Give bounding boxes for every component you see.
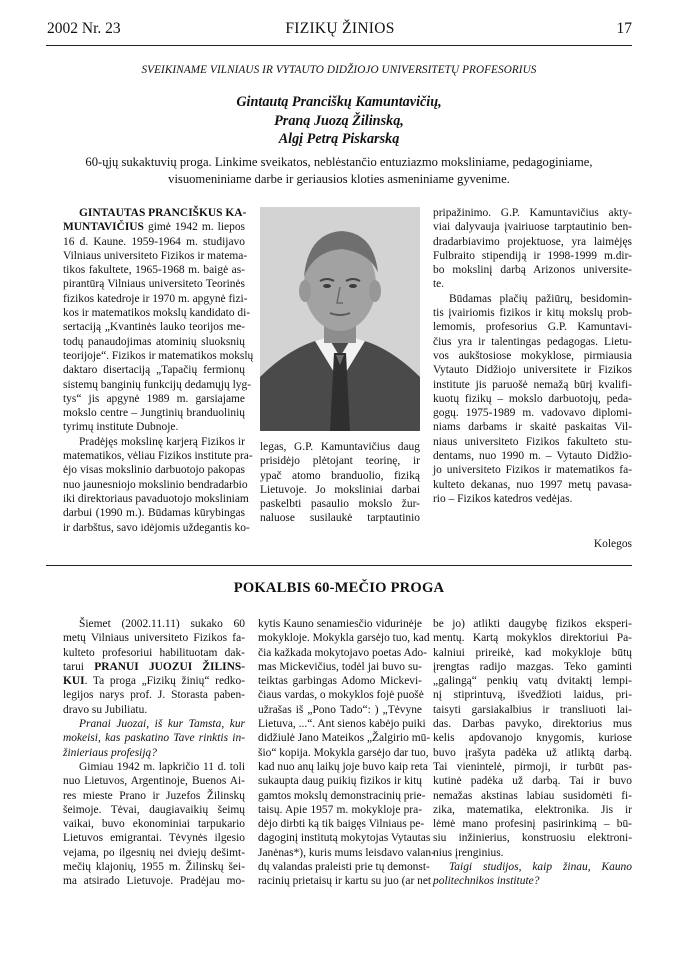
text-line (433, 774, 632, 788)
text-line (63, 220, 245, 234)
text: sistemų banginių funkcijų dedamųjų lyg- (63, 378, 252, 391)
text-line (63, 249, 248, 263)
text-line (63, 206, 245, 220)
text: daktaro disertaciją „Tapačių fermionų (63, 364, 245, 377)
greeting-line: visuomeniniame darbe ir geriausios kloties asmeniniame gyvenime. (168, 172, 510, 186)
text: tikos fakultete, 1965-1968 m. baigė as- (63, 264, 245, 277)
text-line (433, 874, 632, 888)
text: bo mokslinį darbą Arizonos universite- (433, 264, 632, 277)
interview-title: POKALBIS 60-MEČIO PROGA (233, 580, 445, 596)
bold-text: GINTAUTAS PRANCIŠKUS KA- (79, 207, 247, 219)
text-line (258, 646, 427, 660)
text: buvo įrašyta padėka už atliktą darbą. (433, 746, 632, 759)
text-line (433, 646, 632, 660)
text-line (63, 420, 245, 434)
text: Janėnas*), kuris mums leisdavo valan- (258, 846, 435, 859)
text-line (63, 320, 245, 334)
text: Gimiau 1942 m. lapkričio 11 d. toli (79, 760, 245, 773)
text: be jo) atlikti daugybę fizikos eksperi- (433, 618, 632, 630)
interview-column-3 (433, 617, 632, 889)
text: taisų. Apie 1957 m. mokykloje pra- (258, 803, 422, 816)
interview-column-2 (258, 617, 435, 889)
text: įrengtas radijo mazgas. Teko gaminti (433, 660, 632, 673)
text-line (63, 717, 245, 731)
text-line (260, 469, 420, 483)
text: Taigi studijos, kaip žinau, Kauno (449, 861, 632, 874)
text-line (63, 789, 245, 803)
text: užrašas iš „Pono Tado“: ) „Tėvyne (258, 703, 422, 716)
text-line (63, 760, 245, 774)
text-line (258, 789, 426, 803)
text-line (258, 846, 435, 860)
text-line (433, 263, 632, 277)
text: gogų. 1975-1989 m. vadovavo diplomi- (433, 407, 632, 420)
text: dravo su Jubiliatu. (63, 703, 148, 716)
bio-column-2 (260, 440, 420, 526)
text-line (258, 660, 422, 674)
text-line (433, 860, 632, 874)
text: siu inžinierius, konstruosiu elektroni- (433, 832, 632, 845)
text: teorijoje“. Fizikos ir matematikos mokslų (63, 349, 254, 362)
text: vaikai, buvo ekonominiai tarpukario (63, 818, 245, 831)
text: paskelbti pasaulio mokslo žur- (260, 498, 420, 511)
text: kalniui prireikė, kad mokykloje būtų (433, 646, 632, 659)
text-line (63, 463, 245, 477)
text-line (433, 703, 632, 717)
text: tyrimų institute Dubnoje. (63, 421, 179, 434)
text: kutinė padėka už darbą. Tai ir buvo (433, 775, 632, 788)
text: dagoginį institutą mokytojas Vytautas (258, 832, 431, 845)
text-line (433, 277, 632, 291)
text-line (433, 463, 632, 477)
text: nuo jaunesniojo mokslinio bendradarbio (63, 478, 248, 491)
text-line (433, 660, 632, 674)
text: Vilniaus universiteto Fizikos ir matema- (63, 249, 248, 262)
text-line (258, 803, 422, 817)
text-line (63, 521, 250, 535)
text: 16 d. Kaune. 1959-1964 m. studijavo (63, 235, 245, 248)
text-line (63, 688, 245, 702)
text: zika, matematika, elektronika. Jis ir (433, 803, 632, 816)
text-line (260, 483, 420, 497)
text-line (433, 249, 632, 263)
text-line (433, 406, 632, 420)
journal-title: FIZIKŲ ŽINIOS (285, 20, 395, 37)
text-line (63, 860, 245, 874)
text: legijos narys prof. J. Storasta paben- (63, 689, 245, 702)
bio-column-3 (433, 206, 632, 506)
text: Šiemet (2002.11.11) sukako 60 (79, 618, 245, 630)
text-line (258, 674, 422, 688)
text: racinių prietaisų ir kartu su juo (ar net (258, 875, 432, 888)
text-line (433, 731, 632, 745)
text-line (433, 631, 632, 645)
text-line (433, 817, 632, 831)
text: mas Mickevičius, todėl jai buvo su- (258, 660, 422, 673)
text: darbui (1990 m.). Būdamas kūrybingas (63, 507, 245, 520)
text-line (63, 478, 248, 492)
text-line (63, 674, 245, 688)
text-line (260, 497, 420, 511)
text-line (63, 617, 245, 631)
text: kelis apdovanojo knygomis, kuriose (433, 732, 632, 745)
text: institute jis paruošė nemažą būrį kvalifi- (433, 378, 632, 391)
text-line (63, 378, 252, 392)
text-line (433, 435, 632, 449)
text: te. (433, 278, 445, 291)
text-line (433, 220, 632, 234)
text: rio – Fizikos katedros vedėjas. (433, 492, 573, 505)
text: mentų. Kartą mokyklos direktoriui Pa- (433, 632, 632, 645)
text-line (63, 774, 245, 788)
portrait-photo (260, 207, 420, 431)
text: čiaus vardas, o mokyklos fojė puošė (258, 689, 424, 702)
text: matematikos, vėliau Fizikos institute pra- (63, 450, 253, 463)
text-line (433, 846, 632, 860)
text: čius yra ir talentingas pedagogas. Lietu- (433, 335, 632, 348)
text: tarui (63, 660, 95, 673)
text: vejama, po ilgesnių nei dviejų dešimt- (63, 846, 245, 859)
text: Vytauto Didžiojo universitete ir Fizikos (433, 364, 632, 377)
text-line (433, 320, 632, 334)
text: kuotų fizikų – mokslo darbuotojų, peda- (433, 392, 632, 405)
text-line (63, 263, 245, 277)
text: sukaupta daug puikių fizikos ir kitų (258, 775, 422, 788)
bio-column-1 (63, 206, 254, 535)
text: kulteto profesoriui habilituotam dak- (63, 646, 245, 659)
text: dų valandas praleisti prie tų demonst- (258, 861, 430, 874)
congratulation-banner: SVEIKINAME VILNIAUS IR VYTAUTO DIDŽIOJO UNIVERSITETŲ PROFESORIUS (141, 64, 537, 76)
text-line (433, 617, 632, 631)
text-line (63, 803, 245, 817)
text: Būdamas plačių pažiūrų, besidomin- (449, 292, 632, 305)
text: šeimoje. Tėvai, daugiavaikių šeimų (63, 803, 245, 816)
text-line (63, 746, 245, 760)
text-line (258, 688, 422, 702)
text-line (433, 717, 632, 731)
text-line (433, 392, 632, 406)
text-line (433, 803, 632, 817)
text: mečių klajonių, 1955 m. Žilinskų šei- (63, 861, 245, 874)
text-line (433, 335, 632, 349)
text-line (258, 631, 430, 645)
text-line (63, 874, 245, 888)
text-line (63, 335, 245, 349)
text-line (433, 688, 632, 702)
honoree-name: Gintautą Pranciškų Kamuntavičių, (236, 94, 442, 110)
text-line (433, 306, 632, 320)
text: tis įvairiomis fizikos ir kitų mokslų prob- (433, 307, 632, 320)
honoree-name: Algį Petrą Piskarską (278, 131, 400, 147)
bold-text: PRANUI JUOZUI ŽILINS- (94, 660, 245, 673)
section-rule (46, 565, 632, 566)
text-line (63, 406, 245, 420)
text-line (433, 349, 632, 363)
text-line (63, 449, 253, 463)
text: . Ta proga „Fizikų žinių“ redko- (84, 675, 245, 688)
text-line (433, 492, 632, 506)
text-line (258, 817, 425, 831)
header-rule (46, 45, 632, 46)
text: kytis Kauno senamiesčio vidurinėje (258, 618, 422, 630)
text-line (63, 349, 254, 363)
text: das. Darbas pavyko, direktorius mus (433, 718, 632, 731)
text-line (260, 440, 420, 454)
portrait-photo-drawing (260, 207, 420, 431)
text: kulteto dekanas, nuo 1997 metų pavasa- (433, 478, 632, 491)
text: res mieste Prano ir Juzefos Žilinskų (63, 789, 245, 802)
text: Lietuvos emigrantai. Tėvynės ilgesio (63, 832, 245, 845)
text-line (433, 206, 632, 220)
text-line (63, 631, 245, 645)
interview-column-1 (63, 617, 245, 889)
text: lėmė mano profesinį pasirinkimą – bū- (433, 818, 632, 831)
greeting-text (46, 154, 632, 188)
text-line (258, 731, 431, 745)
text: dradarbiavimo projektuose, yra laimėjęs (433, 235, 632, 248)
page-number: 17 (616, 20, 632, 37)
text: pirantūrą Vilniaus universiteto Teorinės (63, 278, 245, 291)
text-line (258, 746, 429, 760)
text: taisyti garsiakalbius ir transliuoti lai- (433, 703, 632, 716)
text: Fulbraito stipendiją ir 1998-1999 m.dir- (433, 249, 632, 262)
text: gamtos mokslų demonstracinių prie- (258, 789, 426, 802)
text-line (258, 760, 428, 774)
text-line (63, 292, 248, 306)
text-line (63, 817, 245, 831)
text-line (258, 717, 426, 731)
text: kad nuo anų laikų joje buvo kaip reta (258, 760, 428, 773)
text: lemomis, profesorius G.P. Kamuntavi- (433, 321, 632, 334)
text-line (433, 420, 632, 434)
text-line (63, 646, 245, 660)
text: naluose susilaukė tarptautinio (260, 512, 420, 525)
text: kos ir matematikos mokslų kandidato di- (63, 307, 251, 320)
text-line (433, 292, 632, 306)
text-line (433, 235, 632, 249)
text-line (63, 435, 245, 449)
text-line (258, 774, 422, 788)
text-line (63, 492, 249, 506)
text: niams darbams ir skaitė paskaitas Vil- (433, 421, 632, 434)
text: teiktas garbingas Adomo Mickevi- (258, 675, 422, 688)
text-line (63, 660, 245, 674)
bold-text: KUI (63, 675, 85, 688)
text-line (433, 378, 632, 392)
text: ypač atomo branduolio, fiziką (260, 469, 420, 482)
text: šio“ kopija. Mokykla garsėjo dar tuo, (258, 746, 429, 759)
text-line (63, 392, 245, 406)
text-line (433, 449, 632, 463)
honoree-names (46, 93, 632, 149)
text-line (258, 831, 431, 845)
text: mokykloje. Mokykla garsėjo tuo, kad (258, 632, 430, 645)
text-line (260, 511, 420, 525)
text: viai dalyvauja įvairiuose tarptautinio ben- (433, 221, 632, 234)
text-line (433, 831, 632, 845)
text-line (63, 277, 245, 291)
text: nį stiprintuvą, išvedžioti laidus, pri- (433, 689, 632, 702)
text: dentams, nuo 1990 m. – Vytauto Didžio- (433, 450, 632, 463)
text-line (63, 235, 245, 249)
honoree-name: Praną Juozą Žilinską, (274, 112, 404, 129)
text-line (63, 831, 245, 845)
text: todų panaudojimas atominių sluoksnių (63, 335, 245, 348)
text: didžiulė Jano Mateikos „Žalgirio mū- (258, 732, 431, 745)
text-line (258, 617, 422, 631)
text: čia kažkada mokytojavo poetas Ado- (258, 646, 427, 659)
text: metų Vilniaus universiteto Fizikos fa- (63, 632, 245, 645)
text: Lietuvoje. Jo moksliniai darbai (260, 483, 420, 496)
text: vos aukštosiose mokyklose, pirmiausia (433, 349, 632, 362)
text-line (258, 860, 430, 874)
text: mokeisi, kas paskatino Tave rinktis in- (63, 732, 245, 745)
text-line (258, 874, 432, 888)
text-line (63, 306, 251, 320)
text-line (63, 846, 245, 860)
text-line (63, 731, 245, 745)
text: sertaciją „Kvantinės lauko teorijos me- (63, 321, 245, 334)
text: ir darbštus, savo idėjomis uždegantis ko- (63, 521, 250, 534)
text-line (258, 703, 422, 717)
text: Pradėjęs mokslinę karjerą Fizikos ir (79, 435, 245, 448)
text: nuo Lietuvos, Argentinoje, Buenos Ai- (63, 775, 245, 788)
text: iki direktoriaus pavaduotojo moksliniam (63, 492, 249, 505)
text: ėjo visas mokslinio darbuotojo pakopas (63, 464, 245, 477)
text-line (433, 478, 632, 492)
text: ma atsirado Lietuvoje. Pradėjau mo- (63, 875, 245, 888)
text-line (433, 363, 632, 377)
text: niaus universiteto Fizikos fakulteto stu- (433, 435, 632, 448)
text-line (433, 789, 632, 803)
text-line (433, 760, 632, 774)
text: mokslo centre – Jungtinių branduolinių (63, 407, 245, 420)
text: pripažinimo. G.P. Kamuntavičius akty- (433, 207, 632, 219)
text: Pranai Juozai, iš kur Tamsta, kur (79, 718, 245, 731)
text: politechnikos institute? (433, 875, 540, 888)
issue-number: 2002 Nr. 23 (47, 20, 121, 37)
text: fizikos katedroje ir 1970 m. apgynė fizi- (63, 292, 248, 305)
text: prisidėjo plėtojant teorinę, ir (260, 455, 420, 468)
text: nius įrenginius. (433, 846, 504, 859)
greeting-line: 60-ųjų sukaktuvių proga. Linkime sveikatos, neblėstančio entuziazmo moksliniame, pedagoginiame, (85, 155, 593, 169)
text: žinieriaus profesiją? (63, 746, 157, 759)
text-line (260, 454, 420, 468)
bio-signature: Kolegos (593, 538, 632, 550)
text: dėjo dirbti ką tik baigęs Vilniaus pe- (258, 818, 425, 831)
text-line (63, 363, 245, 377)
text: „galingą“ penkių vatų dvitaktį lempi- (433, 675, 632, 688)
bold-text: MUNTAVIČIUS (63, 221, 144, 234)
bio-signature-block (433, 537, 632, 551)
text: Tai vienintelė, pirmoji, ir turbūt pas- (433, 760, 632, 773)
text: jo universiteto Fizikos ir matematikos fa- (433, 464, 632, 477)
text: nemažas akstinas labiau susidomėti fi- (433, 789, 632, 802)
text: legas, G.P. Kamuntavičius daug (260, 441, 420, 453)
text-line (63, 506, 245, 520)
text-line (63, 703, 245, 717)
text-line (433, 674, 632, 688)
text: gimė 1942 m. liepos (143, 221, 245, 234)
text-line (433, 746, 632, 760)
text: Lietuva, ...“. Ant sienos kabėjo puiki (258, 718, 426, 731)
text: tys“ jis apgynė 1989 m. garsiajame (63, 392, 245, 405)
